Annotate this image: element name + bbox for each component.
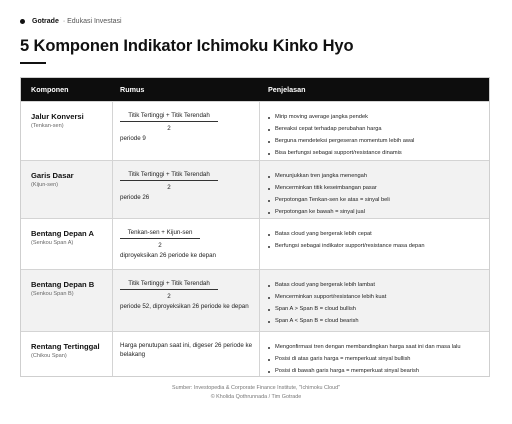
formula-cell [113, 161, 260, 218]
formula-denominator: 2 [167, 125, 171, 132]
formula-numerator: Titik Tertinggi + Titik Terendah [120, 280, 218, 290]
formula-note: periode 52, diproyeksikan 26 periode ke depan [120, 303, 249, 310]
components-table [20, 77, 490, 377]
component-subname: (Chikou Span) [31, 353, 67, 359]
column-header-explanation: Penjelasan [268, 85, 306, 94]
formula-numerator: Titik Tertinggi + Titik Terendah [120, 112, 218, 122]
formula-fraction [120, 171, 218, 191]
brand-dot-icon [20, 19, 25, 24]
component-name: Bentang Depan B [31, 280, 95, 289]
formula-cell [113, 102, 260, 160]
list-item: Mengonfirmasi tren dengan membandingkan harga saat ini dan masa lalu [268, 344, 489, 351]
explanation-cell [260, 102, 489, 160]
component-subname: (Kijun-sen) [31, 182, 59, 188]
list-item: Span A > Span B = cloud bullish [268, 306, 489, 313]
title-underline [20, 62, 46, 64]
formula-cell [113, 270, 260, 331]
table-row-tenkan-sen [21, 101, 489, 160]
formula-numerator: Tenkan-sen + Kijun-sen [120, 229, 200, 239]
explanation-cell [260, 332, 489, 376]
list-item: Mencerminkan support/resistance lebih kuat [268, 294, 489, 301]
list-item: Bereaksi cepat terhadap perubahan harga [268, 126, 489, 133]
table-row-senkou-span-b [21, 269, 489, 331]
component-name: Jalur Konversi [31, 112, 84, 121]
formula-fraction [120, 112, 218, 132]
page-title: 5 Komponen Indikator Ichimoku Kinko Hyo [20, 37, 354, 55]
formula-numerator: Titik Tertinggi + Titik Terendah [120, 171, 218, 181]
list-item: Menunjukkan tren jangka menengah [268, 173, 489, 180]
list-item: Mencerminkan titik keseimbangan pasar [268, 185, 489, 192]
formula-cell [113, 332, 260, 376]
footer-credit: © Kholida Qothrunnada / Tim Gotrade [210, 394, 302, 400]
explanation-cell [260, 161, 489, 218]
list-item: Perpotongan ke bawah = sinyal jual [268, 209, 489, 216]
component-cell [21, 219, 113, 269]
column-header-formula: Rumus [120, 85, 145, 94]
formula-fraction [120, 280, 218, 300]
component-cell [21, 161, 113, 218]
brand-subtitle: · Edukasi Investasi [62, 17, 122, 25]
table-row-chikou-span [21, 331, 489, 376]
formula-denominator: 2 [167, 184, 171, 191]
component-cell [21, 270, 113, 331]
formula-cell [113, 219, 260, 269]
list-item: Berguna mendeteksi pergeseran momentum lebih awal [268, 138, 489, 145]
component-cell [21, 102, 113, 160]
explanation-cell [260, 219, 489, 269]
table-header [21, 78, 489, 101]
component-name: Rentang Tertinggal [31, 342, 100, 351]
list-item: Batas cloud yang bergerak lebih lambat [268, 282, 489, 289]
explanation-cell [260, 270, 489, 331]
formula-note: periode 26 [120, 194, 150, 201]
list-item: Perpotongan Tenkan-sen ke atas = sinyal beli [268, 197, 489, 204]
list-item: Mirip moving average jangka pendek [268, 114, 489, 121]
footer-source: Sumber: Investopedia & Corporate Finance Institute, "Ichimoku Cloud" [171, 385, 341, 391]
component-subname: (Senkou Span B) [31, 291, 74, 297]
formula-note: Harga penutupan saat ini, digeser 26 periode ke belakang [120, 342, 253, 358]
formula-fraction [120, 229, 200, 249]
list-item: Span A < Span B = cloud bearish [268, 318, 489, 325]
component-subname: (Tenkan-sen) [31, 123, 64, 129]
formula-note: periode 9 [120, 135, 146, 142]
brand-header [20, 15, 122, 27]
list-item: Bisa berfungsi sebagai support/resistance dinamis [268, 150, 489, 157]
component-name: Garis Dasar [31, 171, 74, 180]
component-name: Bentang Depan A [31, 229, 95, 238]
list-item: Posisi di atas garis harga = memperkuat sinyal bullish [268, 356, 489, 363]
formula-note: diproyeksikan 26 periode ke depan [120, 252, 216, 259]
list-item: Batas cloud yang bergerak lebih cepat [268, 231, 489, 238]
table-row-senkou-span-a [21, 218, 489, 269]
formula-denominator: 2 [167, 293, 171, 300]
component-subname: (Senkou Span A) [31, 240, 74, 246]
list-item: Berfungsi sebagai indikator support/resistance masa depan [268, 243, 489, 250]
list-item: Posisi di bawah garis harga = memperkuat sinyal bearish [268, 368, 489, 375]
formula-denominator: 2 [158, 242, 162, 249]
brand-name: Gotrade [32, 17, 59, 25]
component-cell [21, 332, 113, 376]
column-header-component: Komponen [31, 85, 69, 94]
table-row-kijun-sen [21, 160, 489, 218]
